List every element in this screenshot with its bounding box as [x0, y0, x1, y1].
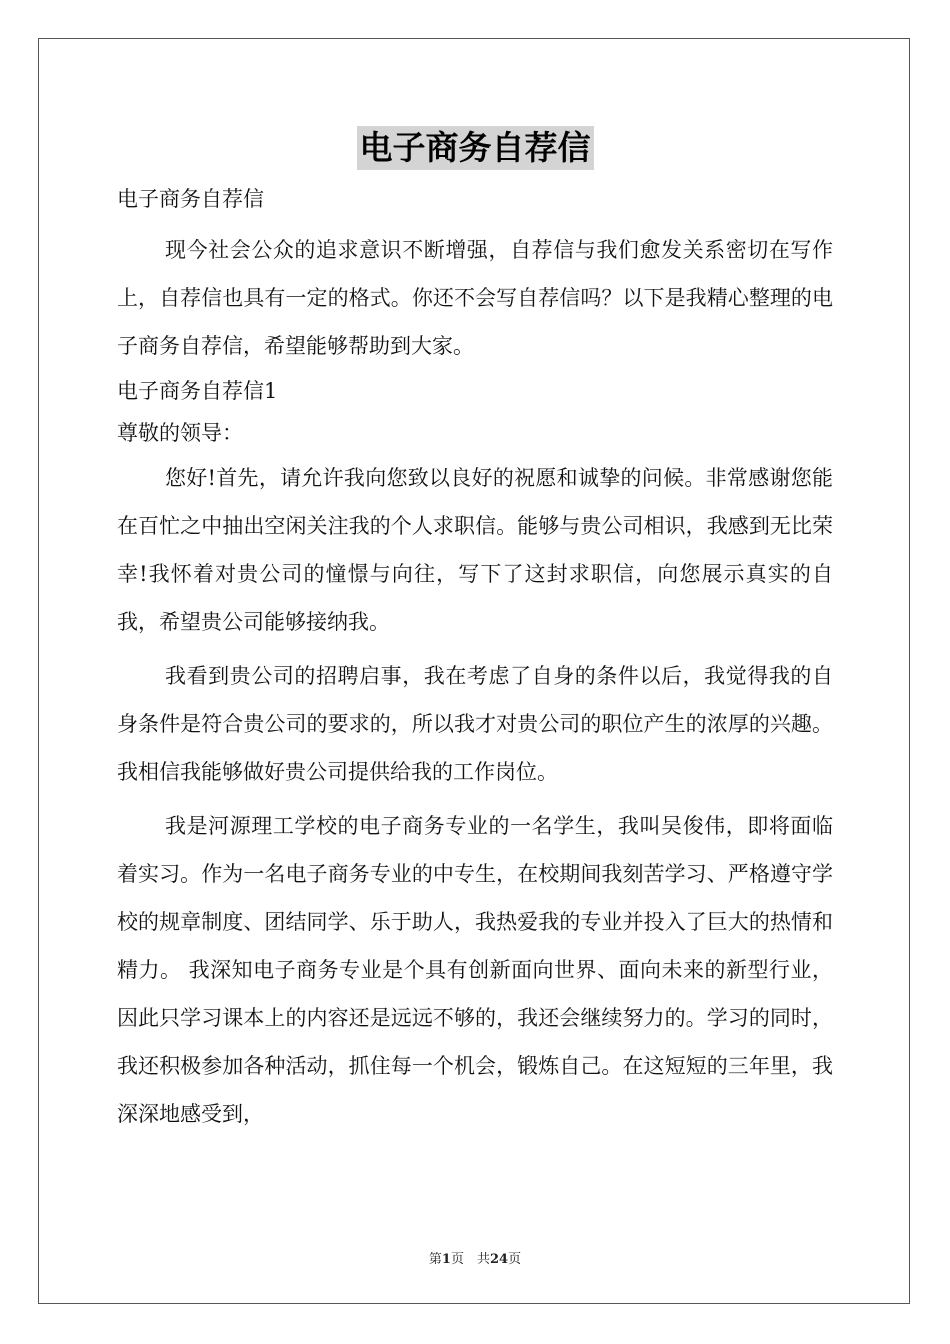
body-paragraph-1: 您好!首先，请允许我向您致以良好的祝愿和诚挚的问候。非常感谢您能在百忙之中抽出空闲关注我的个人求职信。能够与贵公司相识，我感到无比荣幸!我怀着对贵公司的憧憬与向往，写下了这封求职信，向您展示真实的自我，希望贵公司能够接纳我。 — [117, 466, 833, 634]
title-container — [0, 126, 950, 170]
document-title: 电子商务自荐信 — [357, 126, 594, 170]
footer-page-prefix: 第 — [428, 1252, 442, 1267]
page-footer — [0, 1248, 950, 1267]
section-heading: 电子商务自荐信1 — [117, 379, 278, 403]
footer-page-mid: 页 共 — [450, 1252, 490, 1267]
footer-page-suffix: 页 — [508, 1252, 522, 1267]
footer-page-current: 1 — [441, 1252, 451, 1267]
document-body — [117, 178, 833, 1138]
footer-page-total: 24 — [489, 1252, 509, 1267]
document-subtitle: 电子商务自荐信 — [117, 187, 264, 211]
salutation: 尊敬的领导： — [117, 421, 243, 445]
body-paragraph-2: 我看到贵公司的招聘启事，我在考虑了自身的条件以后，我觉得我的自身条件是符合贵公司的要求的，所以我才对贵公司的职位产生的浓厚的兴趣。我相信我能够做好贵公司提供给我的工作岗位。 — [117, 664, 833, 784]
body-paragraph-3: 我是河源理工学校的电子商务专业的一名学生，我叫吴俊伟，即将面临着实习。作为一名电子商务专业的中专生，在校期间我刻苦学习、严格遵守学校的规章制度、团结同学、乐于助人，我热爱我的专业并投入了巨大的热情和精力。 我深知电子商务专业是个具有创新面向世界、面向未来的新型行业，因此只学习课本上的内容还是远远不够的，我还会继续努力的。学习的同时，我还积极参加各种活动，抓住每一个机会，锻炼自己。在这短短的三年里，我深深地感受到， — [117, 814, 833, 1126]
intro-paragraph: 现今社会公众的追求意识不断增强，自荐信与我们愈发关系密切在写作上，自荐信也具有一定的格式。你还不会写自荐信吗？以下是我精心整理的电子商务自荐信，希望能够帮助到大家。 — [117, 238, 833, 358]
